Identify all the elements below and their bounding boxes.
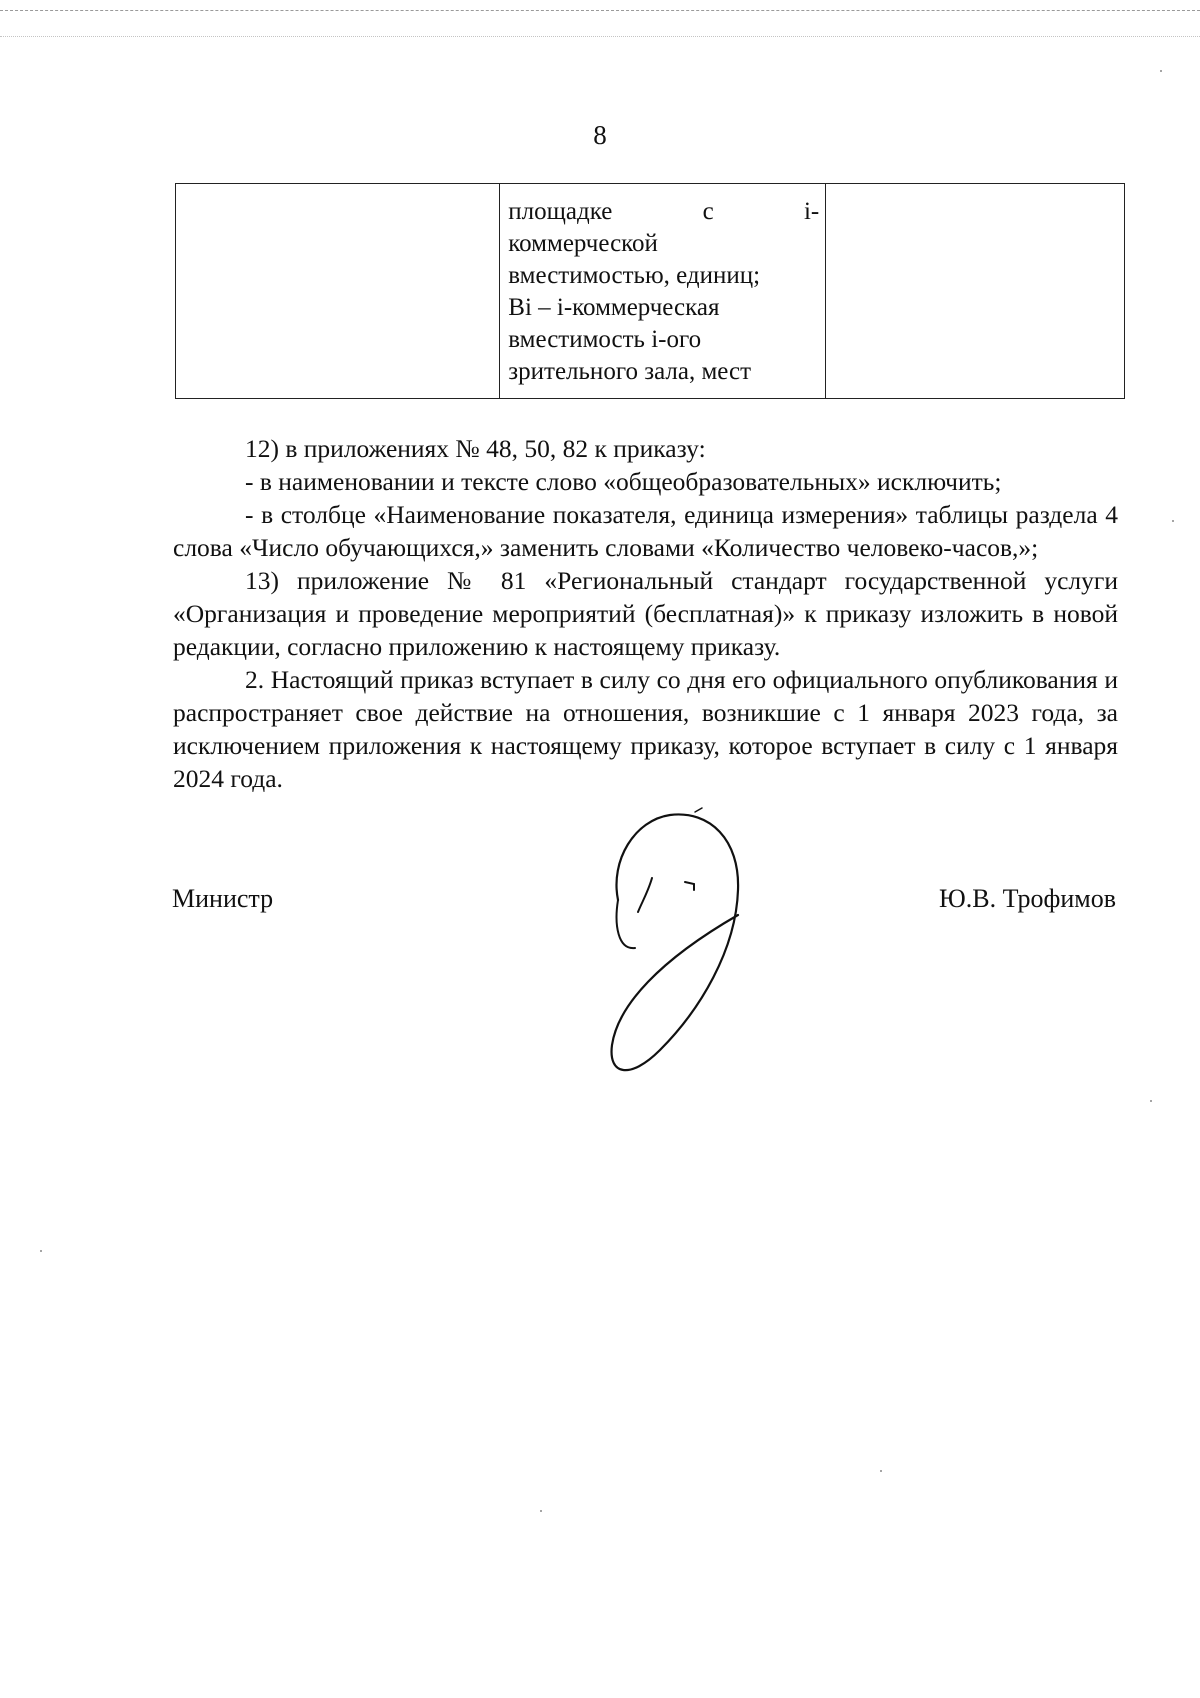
handwritten-signature bbox=[590, 800, 760, 1090]
scan-speck bbox=[1172, 520, 1174, 522]
signatory-title: Министр bbox=[172, 884, 274, 913]
scan-edge-line bbox=[0, 10, 1200, 11]
table-cell-empty-right bbox=[826, 184, 1125, 399]
paragraph-clause-2: 2. Настоящий приказ вступает в силу со дня его официального опубликования и распространяет свое действие на отношения, возникшие с 1 января 2023 года, за исключением приложения к настоящему приказу, которое вступает в силу с 1 января 2024 года. bbox=[173, 665, 1118, 793]
table-row bbox=[176, 184, 1125, 399]
cell-line: вместимостью, единиц; bbox=[508, 262, 761, 289]
cell-line: площадке с i- bbox=[508, 198, 820, 225]
signatory-name: Ю.В. Трофимов bbox=[939, 884, 1116, 913]
table-fragment bbox=[175, 183, 1125, 399]
scan-speck bbox=[1160, 70, 1162, 72]
scan-speck bbox=[1150, 1100, 1152, 1102]
table-cell-formula-description bbox=[500, 184, 826, 399]
paragraph-subitem: - в наименовании и тексте слово «общеобразовательных» исключить; bbox=[245, 467, 1002, 496]
scan-speck bbox=[40, 1250, 42, 1252]
table-cell-empty-left bbox=[176, 184, 500, 399]
scan-edge-line bbox=[0, 36, 1200, 37]
document-body bbox=[173, 432, 1118, 795]
paragraph-item-12: 12) в приложениях № 48, 50, 82 к приказу: bbox=[245, 434, 706, 463]
scan-speck bbox=[880, 1470, 882, 1472]
paragraph-item-13: 13) приложение № 81 «Региональный стандарт государственной услуги «Организация и проведение мероприятий (бесплатная)» к приказу изложить в новой редакции, согласно приложению к настоящему приказу. bbox=[173, 566, 1118, 661]
page-number: 8 bbox=[593, 120, 607, 150]
paragraph-subitem: - в столбце «Наименование показателя, единица измерения» таблицы раздела 4 слова «Число обучающихся,» заменить словами «Количество человеко-часов,»; bbox=[173, 500, 1118, 562]
scan-speck bbox=[540, 1510, 542, 1512]
cell-line: коммерческой bbox=[508, 230, 658, 257]
cell-line: вместимость i-ого bbox=[508, 326, 702, 353]
cell-line: Bi – i-коммерческая bbox=[508, 294, 720, 321]
cell-line: зрительного зала, мест bbox=[508, 358, 752, 385]
